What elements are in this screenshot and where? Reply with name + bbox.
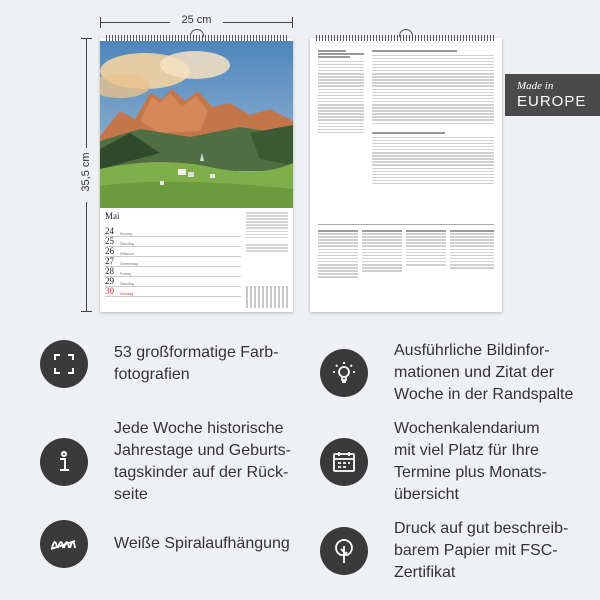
day-row[interactable]: 30 Sonntag (105, 287, 241, 297)
feature-photos (40, 340, 279, 388)
day-row[interactable]: 25 Dienstag (105, 237, 241, 247)
week-calendar (100, 208, 293, 312)
back-left-column (318, 50, 364, 135)
month-overview (246, 286, 288, 308)
day-row[interactable]: 29 Samstag (105, 277, 241, 287)
height-dimension (78, 38, 94, 312)
side-text-block (246, 212, 288, 254)
day-row[interactable]: 26 Mittwoch (105, 247, 241, 257)
dolomites-photo (100, 41, 293, 208)
badge-line1: Made in (517, 80, 554, 92)
tree-icon (320, 527, 368, 575)
feature-anniversaries (40, 418, 291, 506)
day-row[interactable]: 27 Donnerstag (105, 257, 241, 267)
width-dimension (100, 14, 293, 30)
day-row[interactable]: 24 Montag (105, 227, 241, 237)
lightbulb-icon (320, 349, 368, 397)
feature-fsc-paper (320, 518, 568, 584)
back-divider (318, 224, 494, 225)
calendar-icon (320, 438, 368, 486)
badge-line2: EUROPE (517, 93, 587, 110)
feature-text: Druck auf gut beschreib- barem Papier mit FSC- Zertifikat (394, 520, 569, 581)
back-main-column (372, 50, 494, 186)
calendar-front-sheet (100, 38, 293, 312)
birthdays-col-4 (450, 230, 494, 270)
width-label: 25 cm (181, 14, 212, 26)
birthdays-col-3 (406, 230, 446, 267)
feature-text: Weiße Spiralaufhängung (114, 535, 290, 552)
feature-spiral (40, 520, 290, 568)
made-in-europe-badge (505, 74, 600, 116)
spiral-binding (316, 35, 496, 41)
birthdays-col-1 (318, 230, 358, 280)
feature-image-info (320, 340, 573, 406)
day-row[interactable]: 28 Freitag (105, 267, 241, 277)
feature-text: Jede Woche historische Jahrestage und Geburts- tagskinder auf der Rück- seite (114, 420, 291, 503)
month-title: Mai (105, 211, 120, 221)
calendar-back-sheet (310, 38, 502, 312)
feature-week-calendar (320, 418, 547, 506)
feature-text: Wochenkalendarium mit viel Platz für Ihre Termine plus Monats- übersicht (394, 420, 547, 503)
feature-text: 53 großformatige Farb- fotografien (114, 344, 279, 383)
feature-text: Ausführliche Bildinfor- mationen und Zitat der Woche in der Randspalte (394, 342, 574, 403)
photo-frame-icon (40, 340, 88, 388)
spiral-binding-icon (40, 520, 88, 568)
height-label: 35,5 cm (80, 152, 92, 192)
info-icon (40, 438, 88, 486)
birthdays-col-2 (362, 230, 402, 273)
